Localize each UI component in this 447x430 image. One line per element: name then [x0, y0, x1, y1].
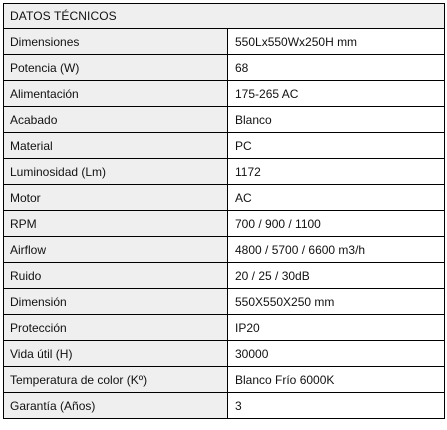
- table-row: [4, 237, 445, 263]
- spec-value: 3: [228, 393, 445, 419]
- table-row: [4, 263, 445, 289]
- spec-value: 550Lx550Wx250H mm: [228, 29, 445, 55]
- spec-value: 175-265 AC: [228, 81, 445, 107]
- table-row: [4, 393, 445, 419]
- spec-label: Material: [4, 133, 228, 159]
- spec-value: Blanco Frío 6000K: [228, 367, 445, 393]
- spec-value: PC: [228, 133, 445, 159]
- table-row: [4, 289, 445, 315]
- technical-specs-table: [3, 3, 445, 419]
- spec-label: Airflow: [4, 237, 228, 263]
- spec-label: RPM: [4, 211, 228, 237]
- spec-label: Acabado: [4, 107, 228, 133]
- spec-label: Dimensión: [4, 289, 228, 315]
- spec-label: Protección: [4, 315, 228, 341]
- spec-label: Garantía (Años): [4, 393, 228, 419]
- table-row: [4, 211, 445, 237]
- spec-value: 700 / 900 / 1100: [228, 211, 445, 237]
- spec-label: Motor: [4, 185, 228, 211]
- table-header-row: [4, 4, 445, 29]
- table-row: [4, 315, 445, 341]
- spec-label: Alimentación: [4, 81, 228, 107]
- table-row: [4, 55, 445, 81]
- table-row: [4, 133, 445, 159]
- spec-label: Potencia (W): [4, 55, 228, 81]
- table-row: [4, 159, 445, 185]
- table-row: [4, 341, 445, 367]
- spec-label: Luminosidad (Lm): [4, 159, 228, 185]
- spec-value: 4800 / 5700 / 6600 m3/h: [228, 237, 445, 263]
- spec-value: Blanco: [228, 107, 445, 133]
- spec-value: 1172: [228, 159, 445, 185]
- spec-value: IP20: [228, 315, 445, 341]
- spec-label: Dimensiones: [4, 29, 228, 55]
- spec-value: AC: [228, 185, 445, 211]
- table-row: [4, 81, 445, 107]
- spec-label: Ruido: [4, 263, 228, 289]
- spec-value: 550X550X250 mm: [228, 289, 445, 315]
- table-row: [4, 29, 445, 55]
- spec-value: 68: [228, 55, 445, 81]
- spec-label: Temperatura de color (Kº): [4, 367, 228, 393]
- spec-value: 30000: [228, 341, 445, 367]
- table-row: [4, 107, 445, 133]
- spec-value: 20 / 25 / 30dB: [228, 263, 445, 289]
- table-row: [4, 185, 445, 211]
- table-row: [4, 367, 445, 393]
- table-title: DATOS TÉCNICOS: [4, 4, 445, 29]
- spec-label: Vida útil (H): [4, 341, 228, 367]
